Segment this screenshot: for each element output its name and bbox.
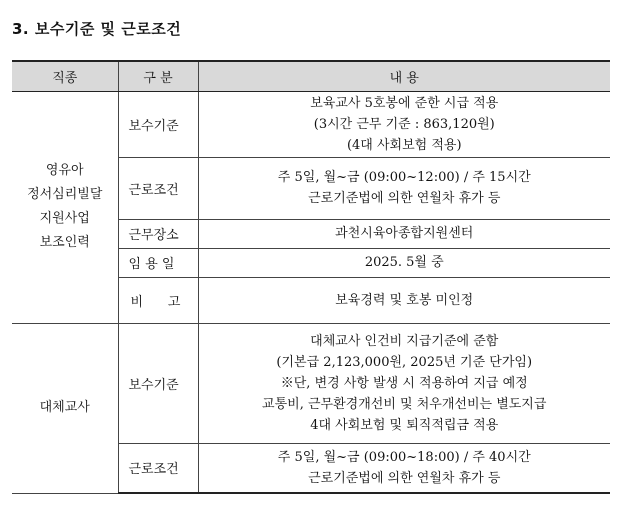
job-type-line: 영유아 [45, 163, 84, 178]
content-line: 주 5일, 월~금 (09:00~12:00) / 주 15시간 [277, 170, 531, 185]
content-cell [198, 219, 610, 248]
header-job-type: 직종 [12, 61, 118, 91]
content-line: 주 5일, 월~금 (09:00~18:00) / 주 40시간 [277, 449, 531, 465]
job-type-cell [12, 323, 118, 493]
category-cell: 임 용 일 [118, 248, 198, 277]
content-cell [198, 157, 610, 219]
header-category: 구 분 [118, 61, 198, 91]
content-line: 과천시육아종합지원센터 [335, 226, 474, 241]
job-type-line: 보조인력 [39, 235, 90, 250]
category-cell: 근무장소 [118, 219, 198, 248]
table-row [12, 91, 610, 157]
content-line: 근로기준법에 의한 연월차 휴가 등 [308, 191, 501, 206]
content-line: (4대 사회보험 적용) [346, 137, 462, 153]
job-type-line: 정서심리빌달 [27, 187, 103, 202]
content-line: 4대 사회보험 및 퇴직적립금 적용 [310, 417, 499, 433]
content-line: 보육교사 5호봉에 준한 시급 적용 [310, 95, 499, 111]
content-line: 대체교사 인건비 지급기준에 준함 [310, 333, 499, 349]
content-cell [198, 248, 610, 277]
job-type-line: 지원사업 [39, 211, 90, 226]
category-cell: 보수기준 [118, 91, 198, 157]
header-content: 내 용 [198, 61, 610, 91]
content-cell [198, 323, 610, 443]
category-cell: 보수기준 [118, 323, 198, 443]
category-cell: 비 고 [118, 277, 198, 323]
job-type-cell [12, 91, 118, 323]
content-line: 근로기준법에 의한 연월차 휴가 등 [308, 470, 501, 486]
category-cell: 근로조건 [118, 157, 198, 219]
content-line: ※단, 변경 사항 발생 시 적용하여 지급 예정 [280, 375, 528, 391]
content-cell [198, 91, 610, 157]
category-cell: 근로조건 [118, 443, 198, 493]
table-header-row [12, 61, 610, 91]
table-row [12, 323, 610, 443]
content-cell [198, 277, 610, 323]
content-line: 보육경력 및 호봉 미인정 [335, 292, 474, 308]
job-type-line: 대체교사 [39, 400, 90, 415]
content-line: (3시간 근무 기준 : 863,120원) [313, 116, 495, 132]
section-heading: 3. 보수기준 및 근로조건 [12, 20, 182, 38]
salary-conditions-table [12, 60, 610, 494]
content-line: (기본급 2,123,000원, 2025년 기준 단가임) [276, 354, 533, 370]
content-line: 교통비, 근무환경개선비 및 처우개선비는 별도지급 [262, 396, 547, 412]
content-line: 2025. 5월 중 [364, 255, 444, 270]
content-cell [198, 443, 610, 493]
